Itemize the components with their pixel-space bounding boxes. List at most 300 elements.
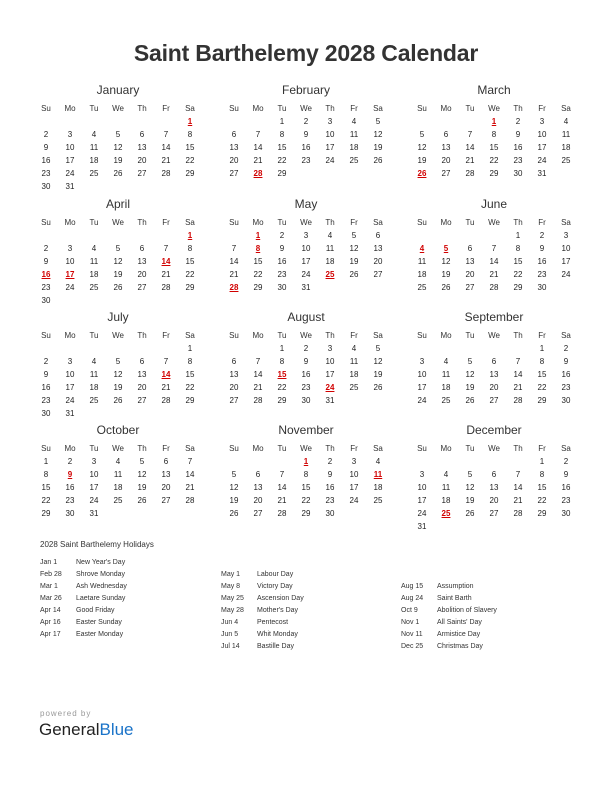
day-cell[interactable]: 7 — [163, 357, 169, 366]
day-cell[interactable]: 16 — [561, 483, 571, 492]
day-cell[interactable]: 29 — [537, 509, 547, 518]
day-cell[interactable]: 27 — [253, 509, 263, 518]
day-cell[interactable]: 9 — [303, 130, 309, 139]
day-cell[interactable]: 20 — [373, 257, 383, 266]
day-cell[interactable]: 18 — [89, 156, 99, 165]
day-cell[interactable]: 24 — [301, 270, 311, 279]
day-cell[interactable]: 1 — [279, 117, 285, 126]
day-cell[interactable]: 8 — [303, 470, 309, 479]
day-cell[interactable]: 31 — [325, 396, 335, 405]
day-cell[interactable]: 31 — [301, 283, 311, 292]
day-cell[interactable]: 27 — [489, 509, 499, 518]
day-cell[interactable]: 11 — [89, 143, 99, 152]
day-cell[interactable]: 23 — [537, 270, 547, 279]
day-cell[interactable]: 22 — [185, 156, 195, 165]
day-cell[interactable]: 27 — [373, 270, 383, 279]
day-cell[interactable]: 10 — [65, 143, 75, 152]
day-cell[interactable]: 2 — [327, 457, 333, 466]
day-cell[interactable]: 24 — [537, 156, 547, 165]
day-cell[interactable]: 15 — [185, 370, 195, 379]
day-cell[interactable]: 28 — [465, 169, 475, 178]
day-cell[interactable]: 19 — [417, 156, 427, 165]
holiday-day-cell[interactable]: 1 — [187, 231, 193, 240]
day-cell[interactable]: 8 — [187, 244, 193, 253]
day-cell[interactable]: 27 — [161, 496, 171, 505]
day-cell[interactable]: 22 — [489, 156, 499, 165]
day-cell[interactable]: 7 — [255, 130, 261, 139]
day-cell[interactable]: 26 — [441, 283, 451, 292]
day-cell[interactable]: 11 — [561, 130, 571, 139]
day-cell[interactable]: 30 — [65, 509, 75, 518]
day-cell[interactable]: 23 — [41, 396, 51, 405]
day-cell[interactable]: 23 — [41, 169, 51, 178]
holiday-day-cell[interactable]: 8 — [255, 244, 261, 253]
day-cell[interactable]: 20 — [441, 156, 451, 165]
day-cell[interactable]: 2 — [67, 457, 73, 466]
day-cell[interactable]: 13 — [253, 483, 263, 492]
day-cell[interactable]: 22 — [41, 496, 51, 505]
day-cell[interactable]: 19 — [113, 156, 123, 165]
day-cell[interactable]: 3 — [67, 130, 73, 139]
day-cell[interactable]: 19 — [465, 383, 475, 392]
day-cell[interactable]: 29 — [277, 169, 287, 178]
day-cell[interactable]: 29 — [185, 283, 195, 292]
day-cell[interactable]: 27 — [229, 396, 239, 405]
day-cell[interactable]: 4 — [91, 357, 97, 366]
day-cell[interactable]: 4 — [351, 344, 357, 353]
day-cell[interactable]: 18 — [89, 270, 99, 279]
day-cell[interactable]: 25 — [349, 383, 359, 392]
day-cell[interactable]: 21 — [229, 270, 239, 279]
day-cell[interactable]: 3 — [539, 117, 545, 126]
holiday-day-cell[interactable]: 1 — [303, 457, 309, 466]
day-cell[interactable]: 5 — [467, 357, 473, 366]
day-cell[interactable]: 4 — [443, 470, 449, 479]
day-cell[interactable]: 3 — [91, 457, 97, 466]
day-cell[interactable]: 30 — [325, 509, 335, 518]
day-cell[interactable]: 21 — [253, 383, 263, 392]
day-cell[interactable]: 12 — [417, 143, 427, 152]
day-cell[interactable]: 12 — [229, 483, 239, 492]
day-cell[interactable]: 17 — [325, 143, 335, 152]
day-cell[interactable]: 15 — [537, 370, 547, 379]
day-cell[interactable]: 10 — [325, 130, 335, 139]
holiday-day-cell[interactable]: 17 — [65, 270, 75, 279]
day-cell[interactable]: 24 — [65, 169, 75, 178]
day-cell[interactable]: 16 — [41, 383, 51, 392]
day-cell[interactable]: 21 — [513, 496, 523, 505]
brand-logo[interactable] — [39, 720, 134, 740]
day-cell[interactable]: 2 — [515, 117, 521, 126]
day-cell[interactable]: 10 — [65, 257, 75, 266]
day-cell[interactable]: 16 — [325, 483, 335, 492]
day-cell[interactable]: 5 — [375, 117, 381, 126]
day-cell[interactable]: 1 — [539, 457, 545, 466]
day-cell[interactable]: 30 — [41, 296, 51, 305]
day-cell[interactable]: 22 — [513, 270, 523, 279]
day-cell[interactable]: 25 — [349, 156, 359, 165]
day-cell[interactable]: 24 — [417, 509, 427, 518]
day-cell[interactable]: 17 — [349, 483, 359, 492]
day-cell[interactable]: 17 — [325, 370, 335, 379]
day-cell[interactable]: 6 — [491, 470, 497, 479]
holiday-day-cell[interactable]: 5 — [443, 244, 449, 253]
day-cell[interactable]: 18 — [89, 383, 99, 392]
day-cell[interactable]: 29 — [537, 396, 547, 405]
day-cell[interactable]: 12 — [465, 483, 475, 492]
day-cell[interactable]: 8 — [515, 244, 521, 253]
day-cell[interactable]: 3 — [303, 231, 309, 240]
day-cell[interactable]: 15 — [41, 483, 51, 492]
day-cell[interactable]: 2 — [539, 231, 545, 240]
day-cell[interactable]: 21 — [277, 496, 287, 505]
day-cell[interactable]: 5 — [467, 470, 473, 479]
day-cell[interactable]: 11 — [441, 483, 451, 492]
day-cell[interactable]: 30 — [301, 396, 311, 405]
day-cell[interactable]: 31 — [89, 509, 99, 518]
day-cell[interactable]: 6 — [375, 231, 381, 240]
day-cell[interactable]: 10 — [537, 130, 547, 139]
day-cell[interactable]: 28 — [513, 396, 523, 405]
day-cell[interactable]: 12 — [113, 257, 123, 266]
day-cell[interactable]: 30 — [41, 409, 51, 418]
day-cell[interactable]: 19 — [113, 383, 123, 392]
holiday-day-cell[interactable]: 28 — [229, 283, 239, 292]
day-cell[interactable]: 12 — [349, 244, 359, 253]
day-cell[interactable]: 17 — [89, 483, 99, 492]
day-cell[interactable]: 16 — [513, 143, 523, 152]
day-cell[interactable]: 20 — [161, 483, 171, 492]
holiday-day-cell[interactable]: 28 — [253, 169, 263, 178]
day-cell[interactable]: 29 — [301, 509, 311, 518]
day-cell[interactable]: 25 — [89, 169, 99, 178]
day-cell[interactable]: 19 — [137, 483, 147, 492]
day-cell[interactable]: 27 — [465, 283, 475, 292]
day-cell[interactable]: 24 — [65, 396, 75, 405]
day-cell[interactable]: 19 — [349, 257, 359, 266]
day-cell[interactable]: 4 — [563, 117, 569, 126]
day-cell[interactable]: 22 — [277, 156, 287, 165]
day-cell[interactable]: 12 — [373, 130, 383, 139]
day-cell[interactable]: 15 — [301, 483, 311, 492]
day-cell[interactable]: 2 — [303, 117, 309, 126]
day-cell[interactable]: 16 — [537, 257, 547, 266]
day-cell[interactable]: 2 — [43, 244, 49, 253]
day-cell[interactable]: 10 — [417, 483, 427, 492]
day-cell[interactable]: 16 — [301, 370, 311, 379]
day-cell[interactable]: 2 — [563, 457, 569, 466]
day-cell[interactable]: 19 — [441, 270, 451, 279]
day-cell[interactable]: 30 — [513, 169, 523, 178]
day-cell[interactable]: 22 — [537, 496, 547, 505]
day-cell[interactable]: 28 — [253, 396, 263, 405]
day-cell[interactable]: 13 — [489, 370, 499, 379]
day-cell[interactable]: 23 — [561, 383, 571, 392]
day-cell[interactable]: 10 — [89, 470, 99, 479]
day-cell[interactable]: 1 — [539, 344, 545, 353]
day-cell[interactable]: 20 — [489, 383, 499, 392]
day-cell[interactable]: 17 — [65, 156, 75, 165]
day-cell[interactable]: 21 — [253, 156, 263, 165]
day-cell[interactable]: 28 — [161, 169, 171, 178]
day-cell[interactable]: 22 — [185, 270, 195, 279]
day-cell[interactable]: 18 — [561, 143, 571, 152]
day-cell[interactable]: 15 — [513, 257, 523, 266]
day-cell[interactable]: 3 — [563, 231, 569, 240]
holiday-day-cell[interactable]: 15 — [277, 370, 287, 379]
day-cell[interactable]: 28 — [161, 396, 171, 405]
day-cell[interactable]: 16 — [65, 483, 75, 492]
day-cell[interactable]: 7 — [255, 357, 261, 366]
day-cell[interactable]: 4 — [115, 457, 121, 466]
day-cell[interactable]: 14 — [185, 470, 195, 479]
holiday-day-cell[interactable]: 1 — [187, 117, 193, 126]
day-cell[interactable]: 30 — [537, 283, 547, 292]
day-cell[interactable]: 9 — [563, 470, 569, 479]
day-cell[interactable]: 15 — [537, 483, 547, 492]
holiday-day-cell[interactable]: 4 — [419, 244, 425, 253]
day-cell[interactable]: 29 — [185, 396, 195, 405]
day-cell[interactable]: 10 — [301, 244, 311, 253]
day-cell[interactable]: 5 — [139, 457, 145, 466]
day-cell[interactable]: 10 — [349, 470, 359, 479]
day-cell[interactable]: 7 — [187, 457, 193, 466]
day-cell[interactable]: 7 — [231, 244, 237, 253]
day-cell[interactable]: 21 — [161, 270, 171, 279]
day-cell[interactable]: 17 — [65, 383, 75, 392]
day-cell[interactable]: 27 — [137, 169, 147, 178]
day-cell[interactable]: 7 — [515, 357, 521, 366]
day-cell[interactable]: 8 — [279, 357, 285, 366]
day-cell[interactable]: 23 — [301, 383, 311, 392]
day-cell[interactable]: 11 — [325, 244, 335, 253]
day-cell[interactable]: 26 — [465, 396, 475, 405]
day-cell[interactable]: 31 — [417, 522, 427, 531]
day-cell[interactable]: 26 — [113, 283, 123, 292]
day-cell[interactable]: 15 — [253, 257, 263, 266]
day-cell[interactable]: 26 — [137, 496, 147, 505]
day-cell[interactable]: 22 — [185, 383, 195, 392]
day-cell[interactable]: 6 — [443, 130, 449, 139]
day-cell[interactable]: 19 — [229, 496, 239, 505]
day-cell[interactable]: 6 — [231, 357, 237, 366]
day-cell[interactable]: 13 — [161, 470, 171, 479]
day-cell[interactable]: 22 — [301, 496, 311, 505]
day-cell[interactable]: 26 — [373, 156, 383, 165]
day-cell[interactable]: 19 — [113, 270, 123, 279]
day-cell[interactable]: 20 — [489, 496, 499, 505]
day-cell[interactable]: 26 — [113, 396, 123, 405]
day-cell[interactable]: 25 — [561, 156, 571, 165]
day-cell[interactable]: 9 — [515, 130, 521, 139]
day-cell[interactable]: 31 — [65, 409, 75, 418]
day-cell[interactable]: 17 — [537, 143, 547, 152]
day-cell[interactable]: 9 — [303, 357, 309, 366]
day-cell[interactable]: 7 — [163, 130, 169, 139]
day-cell[interactable]: 24 — [325, 156, 335, 165]
day-cell[interactable]: 13 — [373, 244, 383, 253]
day-cell[interactable]: 24 — [89, 496, 99, 505]
day-cell[interactable]: 4 — [327, 231, 333, 240]
day-cell[interactable]: 19 — [373, 143, 383, 152]
day-cell[interactable]: 8 — [279, 130, 285, 139]
day-cell[interactable]: 8 — [43, 470, 49, 479]
day-cell[interactable]: 1 — [187, 344, 193, 353]
day-cell[interactable]: 13 — [229, 143, 239, 152]
day-cell[interactable]: 20 — [137, 156, 147, 165]
day-cell[interactable]: 23 — [561, 496, 571, 505]
day-cell[interactable]: 10 — [417, 370, 427, 379]
day-cell[interactable]: 3 — [327, 117, 333, 126]
day-cell[interactable]: 25 — [89, 283, 99, 292]
day-cell[interactable]: 10 — [561, 244, 571, 253]
day-cell[interactable]: 30 — [561, 509, 571, 518]
day-cell[interactable]: 16 — [301, 143, 311, 152]
day-cell[interactable]: 9 — [539, 244, 545, 253]
day-cell[interactable]: 6 — [491, 357, 497, 366]
holiday-day-cell[interactable]: 11 — [373, 470, 383, 479]
day-cell[interactable]: 24 — [65, 283, 75, 292]
day-cell[interactable]: 7 — [515, 470, 521, 479]
day-cell[interactable]: 14 — [277, 483, 287, 492]
day-cell[interactable]: 10 — [325, 357, 335, 366]
day-cell[interactable]: 11 — [113, 470, 123, 479]
day-cell[interactable]: 11 — [89, 370, 99, 379]
day-cell[interactable]: 17 — [301, 257, 311, 266]
day-cell[interactable]: 15 — [185, 257, 195, 266]
day-cell[interactable]: 8 — [491, 130, 497, 139]
day-cell[interactable]: 5 — [115, 244, 121, 253]
day-cell[interactable]: 21 — [513, 383, 523, 392]
day-cell[interactable]: 5 — [115, 357, 121, 366]
day-cell[interactable]: 27 — [137, 396, 147, 405]
day-cell[interactable]: 30 — [561, 396, 571, 405]
day-cell[interactable]: 19 — [465, 496, 475, 505]
day-cell[interactable]: 26 — [373, 383, 383, 392]
day-cell[interactable]: 7 — [467, 130, 473, 139]
day-cell[interactable]: 12 — [113, 143, 123, 152]
day-cell[interactable]: 28 — [489, 283, 499, 292]
day-cell[interactable]: 15 — [489, 143, 499, 152]
day-cell[interactable]: 14 — [513, 483, 523, 492]
day-cell[interactable]: 29 — [277, 396, 287, 405]
day-cell[interactable]: 14 — [253, 143, 263, 152]
day-cell[interactable]: 4 — [351, 117, 357, 126]
day-cell[interactable]: 25 — [113, 496, 123, 505]
day-cell[interactable]: 5 — [115, 130, 121, 139]
day-cell[interactable]: 23 — [65, 496, 75, 505]
day-cell[interactable]: 2 — [43, 357, 49, 366]
day-cell[interactable]: 1 — [279, 344, 285, 353]
holiday-day-cell[interactable]: 1 — [255, 231, 261, 240]
day-cell[interactable]: 2 — [563, 344, 569, 353]
day-cell[interactable]: 6 — [255, 470, 261, 479]
day-cell[interactable]: 14 — [161, 143, 171, 152]
holiday-day-cell[interactable]: 14 — [161, 257, 171, 266]
day-cell[interactable]: 15 — [277, 143, 287, 152]
day-cell[interactable]: 12 — [137, 470, 147, 479]
day-cell[interactable]: 16 — [41, 156, 51, 165]
day-cell[interactable]: 25 — [417, 283, 427, 292]
day-cell[interactable]: 11 — [417, 257, 427, 266]
day-cell[interactable]: 1 — [515, 231, 521, 240]
day-cell[interactable]: 11 — [89, 257, 99, 266]
day-cell[interactable]: 28 — [277, 509, 287, 518]
day-cell[interactable]: 26 — [229, 509, 239, 518]
day-cell[interactable]: 3 — [419, 357, 425, 366]
day-cell[interactable]: 18 — [417, 270, 427, 279]
day-cell[interactable]: 20 — [137, 383, 147, 392]
day-cell[interactable]: 17 — [561, 257, 571, 266]
day-cell[interactable]: 30 — [41, 182, 51, 191]
holiday-day-cell[interactable]: 16 — [41, 270, 51, 279]
holiday-day-cell[interactable]: 25 — [441, 509, 451, 518]
holiday-day-cell[interactable]: 26 — [417, 169, 427, 178]
day-cell[interactable]: 9 — [327, 470, 333, 479]
day-cell[interactable]: 2 — [43, 130, 49, 139]
holiday-day-cell[interactable]: 24 — [325, 383, 335, 392]
day-cell[interactable]: 14 — [465, 143, 475, 152]
day-cell[interactable]: 4 — [91, 130, 97, 139]
day-cell[interactable]: 28 — [161, 283, 171, 292]
day-cell[interactable]: 25 — [373, 496, 383, 505]
day-cell[interactable]: 24 — [417, 396, 427, 405]
day-cell[interactable]: 5 — [375, 344, 381, 353]
day-cell[interactable]: 3 — [67, 244, 73, 253]
day-cell[interactable]: 29 — [41, 509, 51, 518]
day-cell[interactable]: 12 — [373, 357, 383, 366]
day-cell[interactable]: 21 — [489, 270, 499, 279]
day-cell[interactable]: 21 — [465, 156, 475, 165]
day-cell[interactable]: 29 — [489, 169, 499, 178]
day-cell[interactable]: 20 — [137, 270, 147, 279]
day-cell[interactable]: 23 — [301, 156, 311, 165]
day-cell[interactable]: 8 — [187, 130, 193, 139]
day-cell[interactable]: 9 — [43, 257, 49, 266]
day-cell[interactable]: 12 — [465, 370, 475, 379]
day-cell[interactable]: 21 — [161, 156, 171, 165]
day-cell[interactable]: 13 — [137, 143, 147, 152]
day-cell[interactable]: 29 — [185, 169, 195, 178]
day-cell[interactable]: 2 — [303, 344, 309, 353]
day-cell[interactable]: 6 — [163, 457, 169, 466]
day-cell[interactable]: 17 — [417, 383, 427, 392]
day-cell[interactable]: 4 — [443, 357, 449, 366]
day-cell[interactable]: 26 — [349, 270, 359, 279]
day-cell[interactable]: 8 — [187, 357, 193, 366]
day-cell[interactable]: 6 — [467, 244, 473, 253]
holiday-day-cell[interactable]: 25 — [325, 270, 335, 279]
day-cell[interactable]: 17 — [417, 496, 427, 505]
day-cell[interactable]: 6 — [139, 244, 145, 253]
day-cell[interactable]: 28 — [185, 496, 195, 505]
day-cell[interactable]: 18 — [113, 483, 123, 492]
day-cell[interactable]: 28 — [513, 509, 523, 518]
day-cell[interactable]: 18 — [441, 496, 451, 505]
day-cell[interactable]: 12 — [113, 370, 123, 379]
day-cell[interactable]: 29 — [253, 283, 263, 292]
day-cell[interactable]: 6 — [231, 130, 237, 139]
day-cell[interactable]: 27 — [441, 169, 451, 178]
day-cell[interactable]: 8 — [539, 357, 545, 366]
day-cell[interactable]: 15 — [185, 143, 195, 152]
day-cell[interactable]: 31 — [537, 169, 547, 178]
day-cell[interactable]: 9 — [279, 244, 285, 253]
day-cell[interactable]: 16 — [277, 257, 287, 266]
day-cell[interactable]: 4 — [375, 457, 381, 466]
day-cell[interactable]: 26 — [113, 169, 123, 178]
day-cell[interactable]: 11 — [349, 357, 359, 366]
